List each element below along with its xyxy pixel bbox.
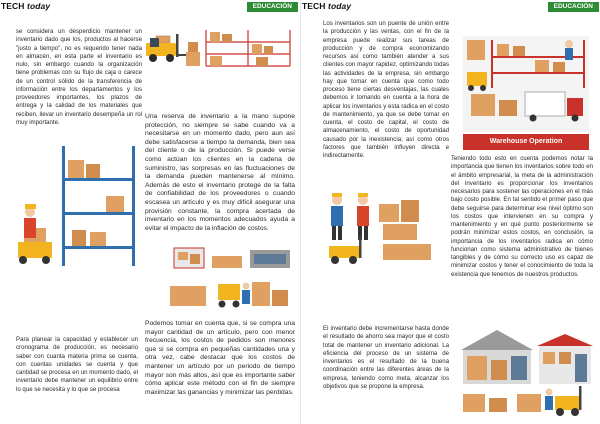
warehouse-building-illustration xyxy=(457,320,595,422)
brand-logo: TECH today xyxy=(302,1,352,11)
left-col1-top-text: se considera un desperdicio mantener un inventario dado que los, productos al hacerse "justo a tiempo", no es requerido tener nada en almacén, en esta parte el inventario es nulo, sin embargo cuando la organización tiene problemas con su flujo de caja o carece de un control sólido de la transferencia de información entre los departamentos y los proveedores importantes, los plazos de entrega y la calidad de los materiales que reciben, llevar un inventario desempeña un rol muy importante. xyxy=(16,28,142,126)
worker-shelf-illustration xyxy=(14,138,140,266)
shelf-boxes-illustration xyxy=(186,28,294,68)
warehouse-operation-illustration xyxy=(463,36,589,152)
forklift-illustration xyxy=(140,30,188,64)
section-badge: EDUCACIÓN xyxy=(247,2,298,12)
left-col1-bottom-text: Para planear la capacidad y establecer un cronograma de producción, es necesario saber con cuanta materia prima se cuenta, con cuentas unidades se cuenta y que cantidad se procesa en un momento dado, el inventario debe mantener un equilibrio entre lo que se necesita y lo que se procesa xyxy=(16,336,138,393)
left-col2-top-text: Una reserva de inventario a la mano supone protección, no siempre se sabe cuando va a necesitarse en un momento dado, pero aun así debe satisfacerse a tiempo la demanda, bien sea del cliente o de la producción. Si puede verse como actúan los clientes en la cadena de suministro, las sorpresas en las fluctuaciones de la demanda pueden mantenerse al mínimo. Además de esto el inventario protege de la falta de confiabilidad de los proveedores o cuando escasea un artículo y es muy difícil asegurar una provisión constante, la compra acertada de inventario en los momentos adecuados ayuda a evitar el impacto de la inflación de costos. xyxy=(145,113,295,232)
brand-logo: TECH today xyxy=(1,1,51,11)
warehouse-banner-label: Warehouse Operation xyxy=(489,138,563,145)
right-col2-middle-text: Teniendo todo esto en cuenta podemos notar la importancia que tienen los inventarios sobre todo en el ámbito empresarial, la meta de la administración del inventario es proporcionar los inventarios necesarios para sostener las operaciones en el más bajo costo posible. En tal sentido el primer paso que debe seguirse para determinar ese nivel óptimo son los costos que intervienen en su compra y mantenimiento y en qué punto posteriormente se podrán minimizar estos costos, en conclusión, la importancia de los inventarios radica en cómo funcionan como sistema administrativo de bienes tangibles y de cómo su correcto uso es capaz de minimizar costos y tener el conocimiento de toda la existencia que tenemos de nuestros productos. xyxy=(451,155,593,278)
right-header xyxy=(301,0,600,15)
right-col1-top-text: Los inventarios son un puente de unión entre la producción y las ventas, con el fin de la empresa puede realizar sus tareas de producción y de compra economizando recursos así como también atender a sus clientes con mayor rapidez, optimizando todas las actividades de la empresa, sin embargo hay que tomar en cuenta que como todo proceso tiene ciertas desventajas, las cuales debemos ir tomando en cuenta a la hora de aplicar los inventarios y esta radica en el costo de mantenimiento, ya que se debe tomar en cuenta, el costo de capital, el costo de almacenamiento, el costo de oportunidad causado por la inexistencia; así como otros factores que también influyen directa e indirectamente. xyxy=(323,20,450,159)
section-badge: EDUCACIÓN xyxy=(548,2,599,12)
left-header xyxy=(0,0,300,15)
right-page xyxy=(300,0,600,424)
warehouse-scene-illustration xyxy=(168,246,296,316)
left-col2-bottom-text: Podemos tomar en cuenta que, si se compra una mayor cantidad de un artículo, pero con menor frecuencia, los costos de pedidos son menores que si se compra en pequeñas cantidades una y otra vez, cabe destacar que los costos de mantener un artículo por un periodo de tiempo mayor son más altos, así que es importante saber cómo aplicar este método con el fin de siempre maximizar las ganancias y minimizar las perdidas. xyxy=(145,320,295,396)
right-col1-bottom-text: El inventario debe incrementarse hasta donde el resultado de ahorro sea mayor que el costo total de mantener un inventario adicional. La eficiencia del proceso de un sistema de inventarios es el resultado de la buena coordinación entre las diferentes áreas de la empresa, teniendo como meta, alcanzar los objetivos que se propone la empresa. xyxy=(323,325,449,390)
workers-forklift-illustration xyxy=(323,190,437,266)
